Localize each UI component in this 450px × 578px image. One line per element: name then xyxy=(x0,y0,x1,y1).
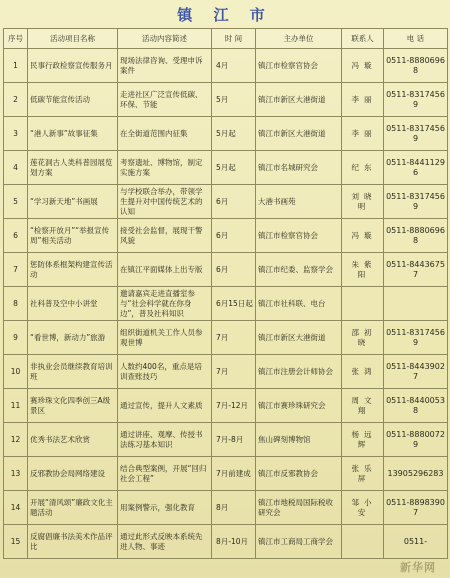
activity-name-cell: 优秀书法艺术欣赏 xyxy=(28,423,118,457)
activity-content-cell: 通过讲座、观摩、传授书法练习基本知识 xyxy=(118,423,212,457)
organizer-cell: 镇江市检察官协会 xyxy=(256,49,342,83)
table-row xyxy=(4,219,448,253)
organizer-cell: 镇江市新区大港街道 xyxy=(256,83,342,117)
table-row xyxy=(4,423,448,457)
activity-time-cell: 6月 xyxy=(212,253,256,287)
table-row xyxy=(4,491,448,525)
table-row xyxy=(4,185,448,219)
phone-number-cell: 0511-83174569 xyxy=(384,321,448,355)
activity-time-cell: 7月前建成 xyxy=(212,457,256,491)
organizer-cell: 镇江市地税局国际税收研究会 xyxy=(256,491,342,525)
activity-name-cell: 赛珍珠文化四季创三A级景区 xyxy=(28,389,118,423)
contact-person-cell: 李丽 xyxy=(342,83,384,117)
activity-time-cell: 7月-8月 xyxy=(212,423,256,457)
activity-content-cell: 通过宣传，提升人文素质 xyxy=(118,389,212,423)
activity-time-cell: 8月-10月 xyxy=(212,525,256,559)
activity-content-cell: 接受社会监督，展现干警风貌 xyxy=(118,219,212,253)
activity-name-cell: “看世博，新动力”旅游 xyxy=(28,321,118,355)
header-cell-phone: 电 话 xyxy=(384,29,448,49)
phone-number-cell: 0511-88800729 xyxy=(384,423,448,457)
page-title: 镇 江 市 xyxy=(177,6,273,24)
activity-content-cell: 在全街道范围内征集 xyxy=(118,117,212,151)
phone-number-cell: 0511-84439027 xyxy=(384,355,448,389)
phone-number-cell: 0511-88806968 xyxy=(384,49,448,83)
contact-person-cell: 杨远辉 xyxy=(342,423,384,457)
table-row xyxy=(4,117,448,151)
header-cell-name: 活动项目名称 xyxy=(28,29,118,49)
header-cell-contact: 联系人 xyxy=(342,29,384,49)
table-row xyxy=(4,321,448,355)
organizer-cell: 大港书画苑 xyxy=(256,185,342,219)
row-number-cell: 8 xyxy=(4,287,28,321)
activity-content-cell: 通过此形式反映本系统先进人物、事迹 xyxy=(118,525,212,559)
contact-person-cell: 冯璇 xyxy=(342,219,384,253)
table-body xyxy=(4,49,448,559)
phone-number-cell: 0511-84400538 xyxy=(384,389,448,423)
phone-number-cell: 0511-83174569 xyxy=(384,185,448,219)
activity-time-cell: 6月 xyxy=(212,185,256,219)
row-number-cell: 10 xyxy=(4,355,28,389)
table-row xyxy=(4,253,448,287)
activity-name-cell: 反邪教协会局网络建设 xyxy=(28,457,118,491)
activity-content-cell: 用案例警示，强化教育 xyxy=(118,491,212,525)
row-number-cell: 11 xyxy=(4,389,28,423)
activity-content-cell: 走进社区广泛宣传低碳、环保、节能 xyxy=(118,83,212,117)
activity-name-cell: 非执业会员继续教育培训班 xyxy=(28,355,118,389)
table-row xyxy=(4,389,448,423)
organizer-cell: 镇江市注册会计师协会 xyxy=(256,355,342,389)
activity-content-cell: 在镇江平面媒体上出专版 xyxy=(118,253,212,287)
contact-person-cell xyxy=(342,525,384,559)
phone-number-cell: 0511-84411296 xyxy=(384,151,448,185)
phone-number-cell: 0511-83174569 xyxy=(384,117,448,151)
table-header-row xyxy=(4,29,448,49)
phone-number-cell: 0511-88806968 xyxy=(384,219,448,253)
activity-name-cell: “港人新事”故事征集 xyxy=(28,117,118,151)
activity-name-cell: “检察开放月”“举报宣传周”相关活动 xyxy=(28,219,118,253)
activity-name-cell: 低碳节能宣传活动 xyxy=(28,83,118,117)
row-number-cell: 9 xyxy=(4,321,28,355)
contact-person-cell: 邹小安 xyxy=(342,491,384,525)
activity-content-cell: 结合典型案例，开展“回归社会工程” xyxy=(118,457,212,491)
activity-name-cell: 反腐倡廉书法美术作品评比 xyxy=(28,525,118,559)
organizer-cell: 镇江市新区大港街道 xyxy=(256,117,342,151)
row-number-cell: 2 xyxy=(4,83,28,117)
header-cell-time: 时 间 xyxy=(212,29,256,49)
contact-person-cell: 周文翔 xyxy=(342,389,384,423)
activity-content-cell: 组织街道机关工作人员参观世博 xyxy=(118,321,212,355)
organizer-cell: 镇江市名城研究会 xyxy=(256,151,342,185)
contact-person-cell: 李丽 xyxy=(342,117,384,151)
activity-content-cell: 考察遗址、博物馆，制定实施方案 xyxy=(118,151,212,185)
organizer-cell: 镇江市社科联、电台 xyxy=(256,287,342,321)
activity-time-cell: 7月 xyxy=(212,355,256,389)
activity-time-cell: 4月 xyxy=(212,49,256,83)
organizer-cell: 镇江市检察官协会 xyxy=(256,219,342,253)
row-number-cell: 14 xyxy=(4,491,28,525)
organizer-cell: 镇江市纪委、监察学会 xyxy=(256,253,342,287)
activity-time-cell: 5月起 xyxy=(212,151,256,185)
contact-person-cell: 朱紫阳 xyxy=(342,253,384,287)
activity-name-cell: 开展“清风颂”廉政文化主题活动 xyxy=(28,491,118,525)
activity-name-cell: 莲花洞古人类科普园展览划方案 xyxy=(28,151,118,185)
row-number-cell: 1 xyxy=(4,49,28,83)
activity-time-cell: 7月-12月 xyxy=(212,389,256,423)
table-row xyxy=(4,49,448,83)
organizer-cell: 镇江市赛珍珠研究会 xyxy=(256,389,342,423)
header-cell-org: 主办单位 xyxy=(256,29,342,49)
phone-number-cell: 0511-88983907 xyxy=(384,491,448,525)
contact-person-cell: 冯璇 xyxy=(342,49,384,83)
contact-person-cell: 邵初晓 xyxy=(342,321,384,355)
organizer-cell: 镇江市新区大港街道 xyxy=(256,321,342,355)
table-row xyxy=(4,457,448,491)
activity-time-cell: 6月15日起 xyxy=(212,287,256,321)
activity-content-cell: 邀请嘉宾走进直播室参与“社会科学就在你身边”，普及社科知识 xyxy=(118,287,212,321)
activity-content-cell: 与学校联合举办，带领学生提升对中国传统艺术的认知 xyxy=(118,185,212,219)
phone-number-cell: 0511-84436757 xyxy=(384,253,448,287)
organizer-cell: 镇江市工商局工商学会 xyxy=(256,525,342,559)
phone-number-cell xyxy=(384,287,448,321)
contact-person-cell: 纪东 xyxy=(342,151,384,185)
row-number-cell: 3 xyxy=(4,117,28,151)
table-row xyxy=(4,287,448,321)
organizer-cell: 焦山碑刻博物馆 xyxy=(256,423,342,457)
activity-time-cell: 5月起 xyxy=(212,117,256,151)
activity-name-cell: 社科普及空中小讲堂 xyxy=(28,287,118,321)
table-row xyxy=(4,83,448,117)
row-number-cell: 12 xyxy=(4,423,28,457)
organizer-cell: 镇江市反邪教协会 xyxy=(256,457,342,491)
table-row xyxy=(4,151,448,185)
activity-time-cell: 5月 xyxy=(212,83,256,117)
contact-person-cell: 张乐屏 xyxy=(342,457,384,491)
phone-number-cell: 0511-83174569 xyxy=(384,83,448,117)
activity-time-cell: 8月 xyxy=(212,491,256,525)
activity-table xyxy=(3,28,448,559)
table-row xyxy=(4,525,448,559)
header-cell-content: 活动内容简述 xyxy=(118,29,212,49)
phone-number-cell: 0511- xyxy=(384,525,448,559)
phone-number-cell: 13905296283 xyxy=(384,457,448,491)
contact-person-cell xyxy=(342,287,384,321)
activity-name-cell: 民事行政检察宣传服务月 xyxy=(28,49,118,83)
row-number-cell: 6 xyxy=(4,219,28,253)
activity-name-cell: “学习新天地”书画展 xyxy=(28,185,118,219)
activity-time-cell: 7月 xyxy=(212,321,256,355)
activity-name-cell: 惩防体系框架构建宣传活动 xyxy=(28,253,118,287)
activity-time-cell: 6月 xyxy=(212,219,256,253)
table-row xyxy=(4,355,448,389)
row-number-cell: 4 xyxy=(4,151,28,185)
activity-content-cell: 人数约400名，重点是培训查账技巧 xyxy=(118,355,212,389)
watermark: 新华网 xyxy=(400,561,436,574)
row-number-cell: 15 xyxy=(4,525,28,559)
row-number-cell: 5 xyxy=(4,185,28,219)
row-number-cell: 13 xyxy=(4,457,28,491)
row-number-cell: 7 xyxy=(4,253,28,287)
contact-person-cell: 刘晓明 xyxy=(342,185,384,219)
contact-person-cell: 张鸿 xyxy=(342,355,384,389)
activity-content-cell: 现场法律咨询、受理申诉案件 xyxy=(118,49,212,83)
header-cell-no: 序号 xyxy=(4,29,28,49)
